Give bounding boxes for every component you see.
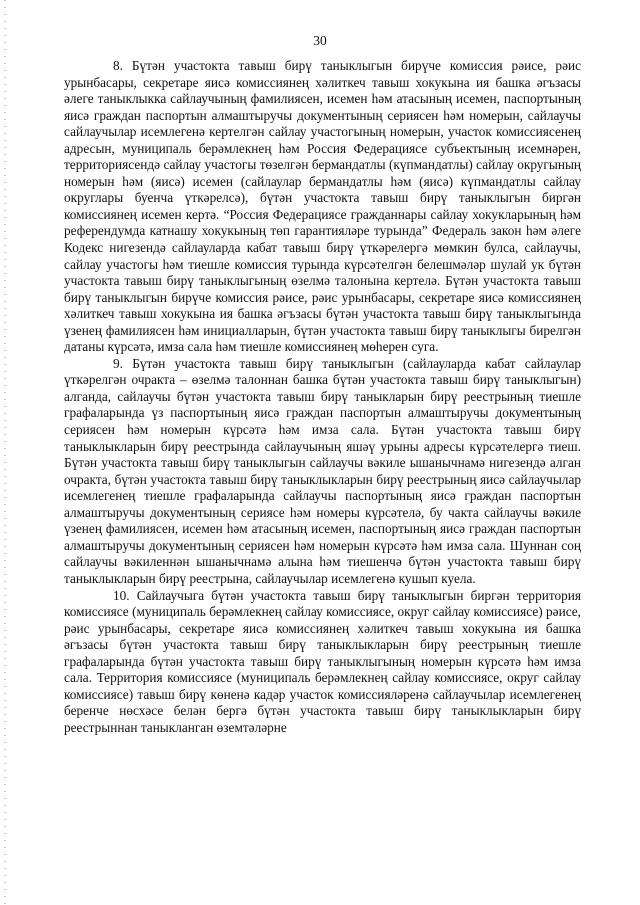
paragraph-9: 9. Бүтән участокта тавыш бирү таныклыгын (сайлауларда кабат сайлаулар үткәрелгән очракта – өзелмә талоннан башка бүтән участокта тавыш бирү таныклыгын) алганда, сайлаучы бүтән участокта тавыш бирү таныкларын бирү реестрының тиешле графаларында үз паспортының яисә граждан паспортын алмаштыручы документының сериясен һәм номерын күрсәтә һәм имза сала. Бүтән участокта тавыш бирү таныклыкларын бирү реестрында сайлаучының яшәү урыны адресы күрсәтелергә тиеш. Бүтән участокта тавыш бирү таныклыгын сайлаучы вәкиле ышанычнамә нигезендә алган очракта, бүтән участокта тавыш бирү таныклыкларын бирү реестрының яисә сайлаучылар исемлегенең тиешле графаларында сайлаучы паспортының яисә граждан паспортын алмаштыручы документының сериясе һәм номеры күрсәтелә, бу чакта сайлаучы вәкиле үзенең фамилиясен, исемен һәм атасының исемен, паспортының яисә граждан паспортын алмаштыручы документының сериясен һәм номерын күрсәтә һәм имза сала. Шуннан соң сайлаучы вәкиленнән ышанычнамә алына һәм тиешенчә бүтән участокта тавыш бирү таныклыкларын бирү реестрына, сайлаучылар исемлегенә кушып куела. (64, 355, 581, 586)
scan-edge-marks (4, 0, 6, 905)
paragraph-8: 8. Бүтән участокта тавыш бирү таныклыгын бирүче комиссия рәисе, рәис урынбасары, секретаре яисә комиссиянең хәлиткеч тавыш хокукына ия башка әгъзасы әлеге таныклыкка сайлаучының фамилиясен, исемен һәм атасының исемен, паспортының яисә граждан паспортын алмаштыручы документының сериясен һәм номерын, сайлаучы сайлаучылар исемлегенә кертелгән сайлау участогының номерын, участок комиссиясенең адресын, муниципаль берәмлекнең һәм Россия Федерациясе субъектының исемнәрен, территориясендә сайлау участогы төзелгән бермандатлы (күпмандатлы) сайлау округының номерын һәм (яисә) исемен (сайлаулар бермандатлы һәм (яисә) күпмандатлы сайлау округлары буенча үткәрелсә), бүтән участокта тавыш бирү таныклыгын биргән комиссиянең исемен кертә. “Россия Федерациясе гражданнары сайлау хокукларының һәм референдумда катнашу хокукының төп гарантияләре турында” Федераль закон һәм әлеге Кодекс нигезендә сайлауларда кабат тавыш бирү үткәрелергә мөмкин булса, сайлаучы, сайлау участогы һәм тиешле комиссия турында күрсәтелгән белешмәләр шулай ук бүтән участокта тавыш бирү таныклыгының өзелмә талонына кертелә. Бүтән участокта тавыш бирү таныклыгын бирүче комиссия рәисе, рәис урынбасары, секретаре яисә комиссиянең хәлиткеч тавыш хокукына ия башка әгъзасы бүтән участокта тавыш бирү таныклыгында үзенең фамилиясен һәм инициалларын, бүтән участокта тавыш бирү таныклыгы бирелгән датаны күрсәтә, имза сала һәм тиешле комиссиянең мөһерен суга. (64, 58, 581, 355)
document-body (64, 58, 581, 736)
paragraph-10: 10. Сайлаучыга бүтән участокта тавыш бирү таныклыгын биргән территория комиссиясе (муниципаль берәмлекнең сайлау комиссиясе, округ сайлау комиссиясе) рәисе, рәис урынбасары, секретаре яисә комиссиянең хәлиткеч тавыш хокукына ия башка әгъзасы бүтән участокта тавыш бирү таныклыкларын бирү реестрының тиешле графаларында бүтән участокта тавыш бирү таныклыгының номерын күрсәтә һәм имза сала. Территория комиссиясе (муниципаль берәмлекнең сайлау комиссиясе, округ сайлау комиссиясе) тавыш бирү көненә кадәр участок комиссияләренә сайлаучылар исемлегенең беренче нөсхәсе белән бергә бүтән участокта тавыш бирү таныклыкларын бирү реестрыннан таныкланган өземтәләрне (64, 587, 581, 735)
page-number: 30 (313, 33, 327, 48)
